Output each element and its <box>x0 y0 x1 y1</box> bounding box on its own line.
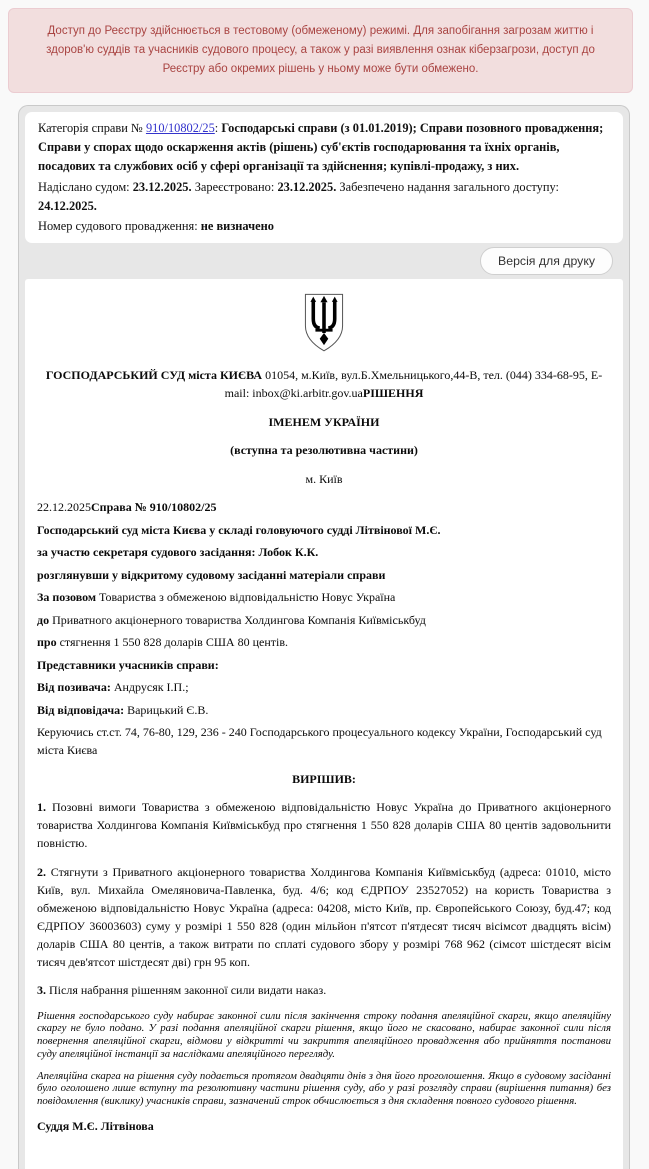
access-date: 24.12.2025. <box>38 198 97 213</box>
from-claimant-label: Від позивача: <box>37 680 111 695</box>
print-version-button[interactable]: Версія для друку <box>480 247 613 275</box>
in-name-of-ukraine: ІМЕНЕМ УКРАЇНИ <box>268 414 380 429</box>
from-claimant-value: Андрусяк І.П.; <box>113 680 189 695</box>
court-address: 01054, м.Київ, вул.Б.Хмельницького,44-В, тел. (044) 334-68-95, E-mail: inbox@ki.arbitr.gov.ua <box>224 368 603 401</box>
appeal-note: Апеляційна скарга на рішення суду подається протягом двадцяти днів з дня його проголошення. Якщо в судовому засіданні було оголошено лише вступну та резолютивну частини рішення суду, або у разі розгляду справи (вирішення питання) без повідомлення (виклику) учасників справи, зазначений строк обчислюється з дня складення повного судового рішення. <box>37 1069 611 1108</box>
subject-line <box>37 633 611 651</box>
document-toolbar <box>25 243 623 279</box>
decision-word: РІШЕННЯ <box>362 386 424 401</box>
category-label: Категорія справи № <box>38 120 143 135</box>
decision-item-2 <box>37 863 611 971</box>
item3-text: Після набрання рішенням законної сили видати наказ. <box>49 983 327 998</box>
item1-number: 1. <box>37 800 46 815</box>
from-defendant-line <box>37 701 611 719</box>
case-dates-line <box>38 178 610 216</box>
court-name: ГОСПОДАРСЬКИЙ СУД міста КИЄВА <box>45 368 263 383</box>
judge-signature: Суддя М.Є. Літвінова <box>37 1118 154 1133</box>
claimant-line <box>37 588 611 606</box>
sent-label: Надіслано судом: <box>38 179 130 194</box>
subject-value: стягнення 1 550 828 доларів США 80 центів. <box>59 635 289 650</box>
decision-document <box>25 279 623 1169</box>
claimant-value: Товариства з обмеженою відповідальністю Новус Україна <box>99 590 396 605</box>
registered-date: 23.12.2025. <box>277 179 337 194</box>
decided-header: ВИРІШИВ: <box>292 771 356 786</box>
considered-line: розглянувши у відкритому судовому засіданні матеріали справи <box>37 567 386 582</box>
item1-text: Позовні вимоги Товариства з обмеженою відповідальністю Новус Україна до Приватного акціонерного товариства Холдингова Компанія Київміськбуд про стягнення 1 550 828 доларів США 80 центів задовольнити повністю. <box>37 800 611 851</box>
court-composition-line: Господарський суд міста Києва у складі головуючого судді Літвінової М.Є. <box>37 522 441 537</box>
guided-by-line: Керуючись ст.ст. 74, 76-80, 129, 236 - 240 Господарського процесуального кодексу України, Господарський суд міста Києва <box>37 725 602 758</box>
representatives-header: Представники учасників справи: <box>37 657 219 672</box>
registered-label: Зареєстровано: <box>194 179 275 194</box>
decision-date: 22.12.2025 <box>37 500 91 515</box>
legal-force-note: Рішення господарського суду набирає законної сили після закінчення строку подання апеляційної скарги, якщо апеляційну скаргу не було подано. У разі подання апеляційної скарги рішення, якщо його не скасовано, набирає законної сили після повернення апеляційної скарги, відмови у відкритті чи закриття апеляційного провадження або прийняття постанови суду апеляційної інстанції за наслідками апеляційного перегляду. <box>37 1009 611 1060</box>
item2-number: 2. <box>37 864 46 879</box>
access-warning-text: Доступ до Реєстру здійснюється в тестовому (обмеженому) режимі. Для запобігання загрозам життю і здоров'ю суддів та учасників судового процесу, а також у разі виявлення ознак кіберзагрози, доступ до Реєстру або окремих рішень у ньому може бути обмежено. <box>46 25 595 75</box>
item3-number: 3. <box>37 983 46 998</box>
ukraine-trident-emblem-icon <box>37 293 611 358</box>
decision-item-3 <box>37 981 611 999</box>
category-separator: : <box>214 120 219 135</box>
case-number-link[interactable]: 910/10802/25 <box>145 120 215 135</box>
category-value: Господарські справи (з 01.01.2019); Справи позовного провадження; Справи у спорах щодо оскарження актів (рішень) суб'єктів господарювання та їхніх органів, посадових та службових осіб у сфері організації та здійснення; купівлі-продажу, з них. <box>38 120 604 174</box>
case-panel <box>18 105 630 1169</box>
subject-label: про <box>37 635 57 650</box>
case-number-inline: Справа № 910/10802/25 <box>91 500 217 515</box>
decision-item-1 <box>37 798 611 852</box>
secretary-line: за участю секретаря судового засідання: Лобок К.К. <box>37 545 319 560</box>
case-meta-card <box>25 112 623 243</box>
from-defendant-value: Варицький Є.В. <box>127 702 209 717</box>
case-category-line <box>38 119 610 177</box>
claimant-label: За позовом <box>37 590 97 605</box>
from-claimant-line <box>37 678 611 696</box>
proceeding-number-line <box>38 217 610 236</box>
defendant-label: до <box>37 612 50 627</box>
part-note: (вступна та резолютивна частини) <box>230 443 418 458</box>
proceeding-label: Номер судового провадження: <box>38 219 198 233</box>
defendant-line <box>37 611 611 629</box>
date-case-line <box>37 498 611 516</box>
city-line: м. Київ <box>305 471 343 486</box>
item2-text: Стягнути з Приватного акціонерного товариства Холдингова Компанія Київміськбуд (адреса: 01010, місто Київ, вул. Михайла Омеляновича-Павленка, буд. 4/6; код ЄДРПОУ 23527052) на користь Товариства з обмеженою відповідальністю Новус Україна (адреса: 04208, місто Київ, пр. Європейського Союзу, буд.47; код ЄДРПОУ 36003603) суму у розмірі 1 550 828 (один мільйон п'ятсот п'ятдесят тисяч вісімсот двадцять вісім) доларів США 80 центів, а також витрати по сплаті судового збору у розмірі 768 962 (сімсот шістдесят вісім тисяч дев'ятсот шістдесят дві) грн 95 коп. <box>37 864 612 969</box>
from-defendant-label: Від відповідача: <box>37 702 125 717</box>
proceeding-value: не визначено <box>200 219 274 233</box>
sent-date: 23.12.2025. <box>132 179 192 194</box>
defendant-value: Приватного акціонерного товариства Холдингова Компанія Київміськбуд <box>52 612 426 627</box>
access-label: Забезпечено надання загального доступу: <box>339 179 559 194</box>
access-warning-banner <box>8 8 633 93</box>
court-header-line <box>37 366 611 402</box>
